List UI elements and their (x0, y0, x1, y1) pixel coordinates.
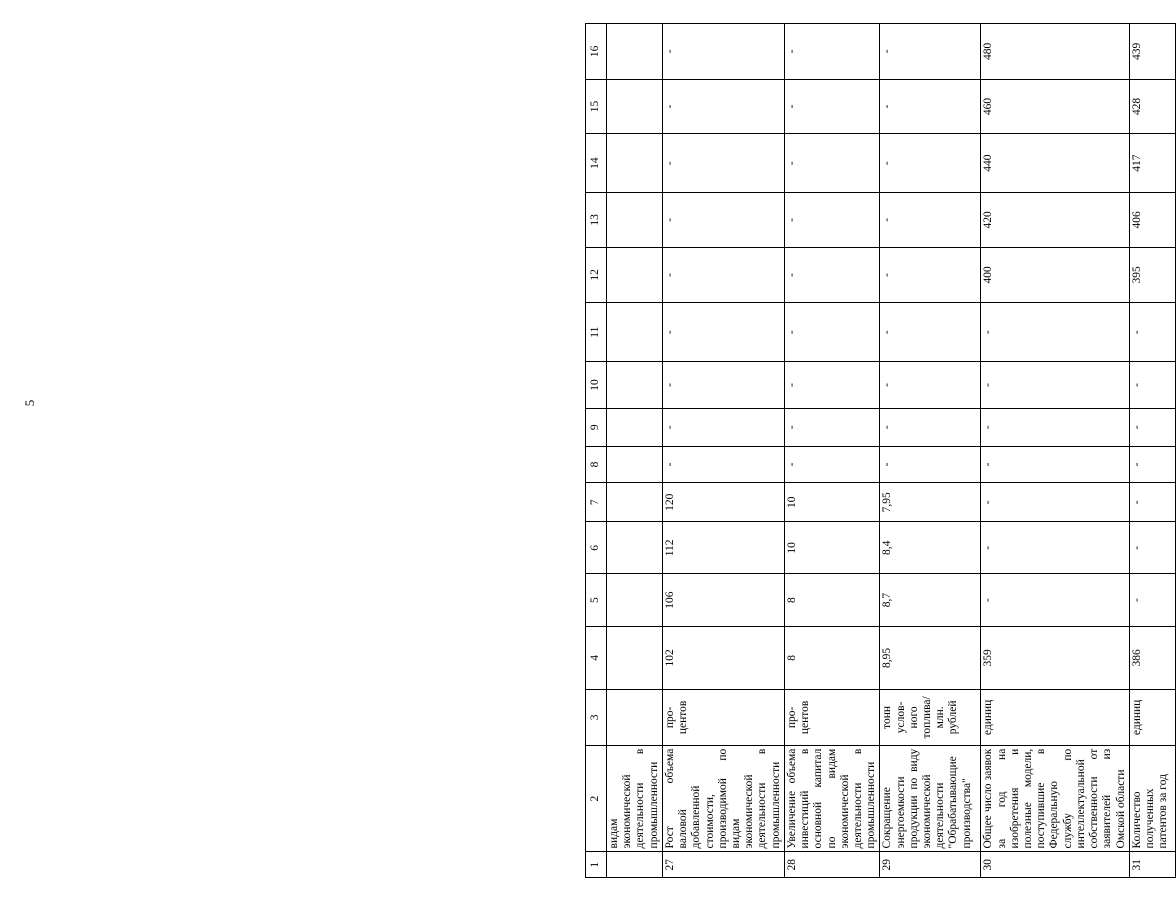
value-cell: - (981, 574, 1129, 626)
value-cell: - (981, 408, 1129, 446)
column-header: 13 (586, 193, 607, 247)
column-header: 16 (586, 24, 607, 80)
value-cell: - (880, 134, 981, 193)
column-header: 9 (586, 408, 607, 446)
value-cell: - (981, 303, 1129, 362)
value-cell: - (662, 408, 784, 446)
value-cell: - (880, 408, 981, 446)
row-number-cell: 28 (784, 852, 880, 878)
unit-cell (607, 690, 663, 746)
value-cell: 400 (981, 247, 1129, 303)
value-cell: - (784, 134, 880, 193)
value-cell: - (1129, 408, 1175, 446)
value-cell (607, 79, 663, 133)
value-cell (607, 303, 663, 362)
value-cell: - (662, 446, 784, 483)
value-cell: - (880, 446, 981, 483)
value-cell: 7,95 (880, 483, 981, 522)
column-header: 6 (586, 522, 607, 574)
unit-cell: тонн услов-ного топлива/млн. рублей (880, 690, 981, 746)
value-cell: - (662, 134, 784, 193)
value-cell: 440 (981, 134, 1129, 193)
row-number-cell: 31 (1129, 852, 1175, 878)
value-cell: - (880, 24, 981, 80)
value-cell (607, 522, 663, 574)
header-row (586, 24, 607, 878)
row-number-cell: 30 (981, 852, 1129, 878)
unit-cell: про-центов (662, 690, 784, 746)
indicator-name-cell: Количество полученных патентов за год (1129, 745, 1175, 852)
row-number-cell: 27 (662, 852, 784, 878)
value-cell: - (981, 446, 1129, 483)
column-header: 5 (586, 574, 607, 626)
value-cell: - (880, 303, 981, 362)
column-header: 2 (586, 745, 607, 852)
value-cell: - (880, 79, 981, 133)
value-cell: - (1129, 522, 1175, 574)
row-number-cell (607, 852, 663, 878)
value-cell: 8,95 (880, 626, 981, 689)
value-cell: - (1129, 446, 1175, 483)
column-header: 1 (586, 852, 607, 878)
value-cell: 10 (784, 483, 880, 522)
value-cell: - (1129, 483, 1175, 522)
indicator-name-cell: видам экономической деятельности в промышленности (607, 745, 663, 852)
value-cell (607, 24, 663, 80)
value-cell: - (784, 193, 880, 247)
indicator-name-cell: Общее число заявок за год на изобретения и полезные модели, поступившие в Федеральную службу по интеллектуальной собственности от заявителей из Омской области (981, 745, 1129, 852)
value-cell (607, 193, 663, 247)
table-row (981, 24, 1129, 878)
value-cell: 480 (981, 24, 1129, 80)
page-number: 5 (22, 399, 37, 407)
value-cell: - (981, 362, 1129, 409)
value-cell (607, 362, 663, 409)
value-cell: 102 (662, 626, 784, 689)
column-header: 12 (586, 247, 607, 303)
table-row (662, 24, 784, 878)
value-cell: 120 (662, 483, 784, 522)
value-cell: 8 (784, 626, 880, 689)
value-cell: - (880, 193, 981, 247)
value-cell: - (662, 24, 784, 80)
value-cell (607, 134, 663, 193)
table-row (1129, 24, 1175, 878)
table-row (607, 24, 663, 878)
value-cell: - (662, 303, 784, 362)
value-cell: 420 (981, 193, 1129, 247)
value-cell: 460 (981, 79, 1129, 133)
indicators-table (585, 23, 1176, 878)
value-cell: - (784, 247, 880, 303)
column-header: 15 (586, 79, 607, 133)
value-cell (607, 574, 663, 626)
value-cell: - (784, 24, 880, 80)
value-cell (607, 408, 663, 446)
value-cell: 417 (1129, 134, 1175, 193)
value-cell: 439 (1129, 24, 1175, 80)
column-header: 3 (586, 690, 607, 746)
column-header: 10 (586, 362, 607, 409)
indicator-name-cell: Рост объема валовой добавленной стоимости, производимой по видам экономической деятельности в промышленности (662, 745, 784, 852)
value-cell: 359 (981, 626, 1129, 689)
value-cell: - (784, 303, 880, 362)
value-cell: - (784, 446, 880, 483)
table-row (880, 24, 981, 878)
value-cell: 8,7 (880, 574, 981, 626)
value-cell: - (880, 247, 981, 303)
value-cell: - (880, 362, 981, 409)
column-header: 11 (586, 303, 607, 362)
value-cell: 112 (662, 522, 784, 574)
column-header: 14 (586, 134, 607, 193)
value-cell: 8 (784, 574, 880, 626)
value-cell: - (662, 79, 784, 133)
value-cell: - (662, 193, 784, 247)
value-cell: 10 (784, 522, 880, 574)
value-cell: 386 (1129, 626, 1175, 689)
column-header: 4 (586, 626, 607, 689)
value-cell: - (981, 483, 1129, 522)
value-cell: 8,4 (880, 522, 981, 574)
column-header: 8 (586, 446, 607, 483)
value-cell: 395 (1129, 247, 1175, 303)
value-cell: 406 (1129, 193, 1175, 247)
value-cell (607, 626, 663, 689)
value-cell: - (784, 408, 880, 446)
indicator-name-cell: Увеличение объема инвестиций в основной капитал по видам экономической деятельности в промышленности (784, 745, 880, 852)
indicator-name-cell: Сокращение энергоемкости продукции по виду экономической деятельности "Обрабатывающие производства" (880, 745, 981, 852)
column-header: 7 (586, 483, 607, 522)
value-cell: - (784, 362, 880, 409)
value-cell: 428 (1129, 79, 1175, 133)
table-row (784, 24, 880, 878)
value-cell: - (1129, 303, 1175, 362)
value-cell: - (1129, 574, 1175, 626)
value-cell: - (662, 247, 784, 303)
value-cell: - (784, 79, 880, 133)
unit-cell: про-центов (784, 690, 880, 746)
value-cell: 106 (662, 574, 784, 626)
rotated-table-container (585, 23, 1170, 878)
unit-cell: единиц (1129, 690, 1175, 746)
value-cell (607, 446, 663, 483)
row-number-cell: 29 (880, 852, 981, 878)
value-cell: - (662, 362, 784, 409)
value-cell: - (981, 522, 1129, 574)
value-cell (607, 483, 663, 522)
value-cell (607, 247, 663, 303)
unit-cell: единиц (981, 690, 1129, 746)
value-cell: - (1129, 362, 1175, 409)
